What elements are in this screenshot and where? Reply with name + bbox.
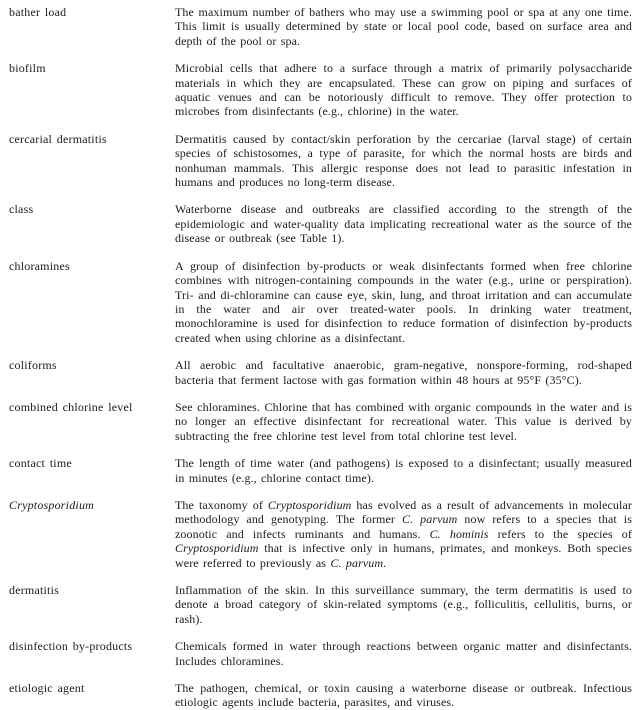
definition-text: The taxonomy of [175,497,268,512]
glossary-row [9,400,632,443]
glossary-row [9,681,632,710]
glossary-row [9,498,632,570]
definition-text: now refers to a species that is zoonotic and infects ruminants and humans. [175,512,632,541]
definition-text: The pathogen, chemical, or toxin causing a waterborne disease or outbreak. Infectious etiologic agents include bacteria, parasites, and viruses. [175,681,632,710]
glossary-definition [175,132,632,190]
definition-text: refers to the species of [488,526,633,541]
definition-text: A group of disinfection by-products or weak disinfectants formed when free chlorine combines with nitrogen-containing compounds in the water (e.g., urine or perspiration). Tri- and di-chloramine can cause eye, skin, lung, and throat irritation and can accumulate in the water and air over treated-water pools. In drinking water treatment, monochloramine is used for disinfection to reduce formation of disinfection by-products created when using chlorine as a disinfectant. [175,258,632,345]
glossary-term: etiologic agent [9,681,85,696]
glossary-term: coliforms [9,358,57,373]
glossary-term: Cryptosporidium [9,497,95,512]
glossary-row [9,5,632,48]
definition-text: All aerobic and facultative anaerobic, gram-negative, nonspore-forming, rod-shaped bacteria that ferment lactose with gas formation within 48 hours at 95°F (35°C). [175,358,632,387]
glossary-row [9,61,632,119]
definition-text: Dermatitis caused by contact/skin perforation by the cercariae (larval stage) of certain species of schistosomes, a type of parasite, for which the normal hosts are birds and nonhuman mammals. This allergic response does not lead to parasitic infestation in humans and produces no long-term disease. [175,131,632,190]
glossary-term: class [9,202,34,217]
glossary-definition [175,5,632,48]
glossary-definition [175,202,632,245]
definition-text-italic: Cryptosporidium [175,541,259,556]
glossary-definition [175,358,632,387]
glossary-term: contact time [9,456,72,471]
definition-text: Waterborne disease and outbreaks are classified according to the strength of the epidemiologic and water-quality data implicating recreational water as the source of the disease or outbreak (see Table 1). [175,202,632,246]
definition-text-italic: Cryptosporidium [267,497,352,512]
glossary-row [9,456,632,485]
definition-text: has evolved as a result of advancements in molecular methodology and genotyping. The former [175,497,632,527]
definition-text: Microbial cells that adhere to a surface through a matrix of primarily polysaccharide materials in which they are encapsulated. These can grow on piping and surfaces of aquatic venues and can be notoriously difficult to remove. They offer protection to microbes from disinfectants (e.g., chlorine) in the water. [175,61,632,119]
glossary-definition [175,456,632,485]
glossary-definition [175,583,632,626]
definition-text-italic: C. hominis [429,526,489,541]
definition-text: that is infective only in humans, primates, and monkeys. Both species were referred to previously as [175,541,632,570]
definition-text: The maximum number of bathers who may use a swimming pool or spa at any one time. This limit is usually determined by state or local pool code, based on surface area and depth of the pool or spa. [175,5,632,48]
glossary-row [9,358,632,387]
glossary-term: chloramines [9,258,70,273]
glossary-term: disinfection by-products [9,639,133,654]
glossary-row [9,259,632,345]
glossary-term: biofilm [9,61,46,76]
glossary-definition [175,259,632,345]
glossary-term: bather load [9,5,67,19]
glossary-row [9,639,632,668]
glossary-definition [175,400,632,443]
glossary-definition [175,681,632,710]
glossary-definition [175,639,632,668]
definition-text: The length of time water (and pathogens) is exposed to a disinfectant; usually measured in minutes (e.g., chlorine contact time). [175,456,632,485]
definition-text: Chemicals formed in water through reactions between organic matter and disinfectants. Includes chloramines. [175,639,632,668]
definition-text-italic: C. parvum [401,512,458,527]
glossary-definition [175,498,632,570]
definition-text-italic: C. parvum [330,555,384,570]
glossary-row [9,132,632,190]
glossary-row [9,583,632,626]
glossary-row [9,202,632,245]
glossary-term: combined chlorine level [9,399,133,414]
glossary-definition [175,61,632,119]
glossary-term: cercarial dermatitis [9,131,107,146]
definition-text: Inflammation of the skin. In this surveillance summary, the term dermatitis is used to denote a broad category of skin-related symptoms (e.g., folliculitis, cellulitis, burns, or rash). [175,583,632,626]
definition-text: . [383,555,387,570]
definition-text: See chloramines. Chlorine that has combined with organic compounds in the water and is no longer an effective disinfectant for recreational water. This value is derived by subtracting the free chlorine test level from total chlorine test level. [175,399,632,443]
glossary-term: dermatitis [9,583,59,597]
